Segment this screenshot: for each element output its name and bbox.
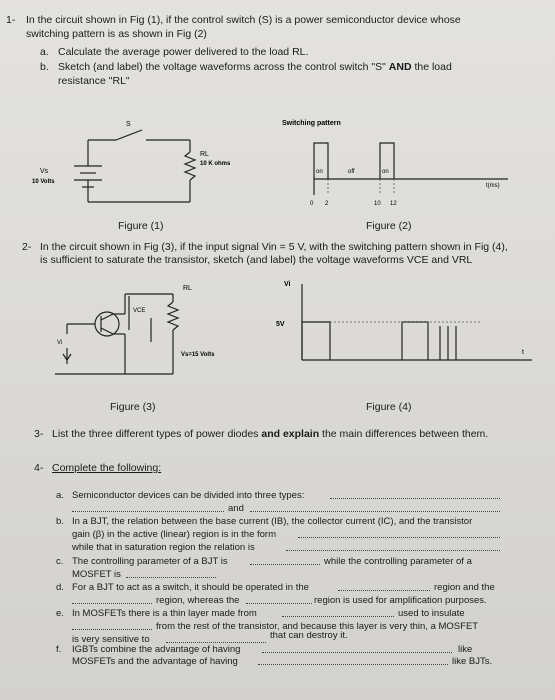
fig2-off: off xyxy=(348,169,355,175)
q4-a-blank-3[interactable] xyxy=(250,511,500,512)
q4-d-blank-3[interactable] xyxy=(246,603,312,604)
figure-4-input-signal xyxy=(270,274,540,379)
q4-title: Complete the following: xyxy=(52,462,162,474)
fig3-vi-label: Vi xyxy=(57,340,63,346)
figure-3-circuit xyxy=(55,272,270,387)
q4-c-line1b: while the controlling parameter of a xyxy=(324,556,472,567)
fig3-vce-label: VCE xyxy=(133,308,146,314)
q4-c-label: c. xyxy=(56,556,64,567)
q4-f-blank-2[interactable] xyxy=(258,664,448,665)
q1-line2: switching pattern is as shown in Fig (2) xyxy=(26,28,207,40)
q1-a-label: a. xyxy=(40,46,49,58)
q4-b-label: b. xyxy=(56,516,64,527)
q4-e-line2: from the rest of the transistor, and because this layer is very thin, a MOSFET xyxy=(156,621,479,632)
q4-e-line1b: used to insulate xyxy=(398,608,465,619)
q4-d-line1a: For a BJT to act as a switch, it should be operated in the xyxy=(72,582,309,593)
q4-a-blank-2[interactable] xyxy=(72,511,224,512)
q4-f-blank-1[interactable] xyxy=(262,652,452,653)
q1-a-text: Calculate the average power delivered to the load RL. xyxy=(58,46,309,58)
q4-d-blank-1[interactable] xyxy=(338,590,430,591)
fig4-level: 5V xyxy=(276,321,285,328)
fig1-load-label: RL xyxy=(200,151,209,158)
q4-e-blank-2[interactable] xyxy=(72,629,152,630)
q4-e-line1a: In MOSFETs there is a thin layer made from xyxy=(72,608,257,619)
q4-number: 4- xyxy=(34,462,44,474)
q4-c-blank-2[interactable] xyxy=(126,577,216,578)
q4-a-label: a. xyxy=(56,490,64,501)
q4-e-label: e. xyxy=(56,608,64,619)
q2-line2: is sufficient to saturate the transistor, sketch (and label) the voltage waveforms VCE and VRL xyxy=(40,254,473,266)
q1-b-label: b. xyxy=(40,61,49,73)
q4-c-line2: MOSFET is xyxy=(72,569,121,580)
fig1-load-value: 10 K ohms xyxy=(200,161,231,167)
q2-line1: In the circuit shown in Fig (3), if the input signal Vin = 5 V, with the switching pattern shown in Fig (4), xyxy=(40,241,508,253)
fig1-source-label: Vs xyxy=(40,168,49,175)
q4-b-line2: gain (β) in the active (linear) region is in the form xyxy=(72,529,276,540)
q4-f-label: f. xyxy=(56,644,62,655)
q4-a-and: and xyxy=(228,503,244,514)
fig2-tick-0: 0 xyxy=(310,201,314,207)
q4-e-line3b: that can destroy it. xyxy=(270,630,348,641)
q4-c-line1a: The controlling parameter of a BJT is xyxy=(72,556,228,567)
fig1-switch-label: S xyxy=(126,121,131,128)
q1-number: 1- xyxy=(6,14,16,26)
fig2-on1: on xyxy=(316,169,323,175)
fig2-title: Switching pattern xyxy=(282,120,341,127)
fig4-axis-vi: Vi xyxy=(284,281,291,288)
q4-a-blank-1[interactable] xyxy=(330,498,500,499)
figure-2-switching-pattern xyxy=(282,115,520,215)
q4-e-blank-3[interactable] xyxy=(166,642,266,643)
fig3-load-label: RL xyxy=(183,285,192,292)
q4-b-line3: while that in saturation region the relation is xyxy=(72,542,255,553)
fig4-axis-t: t xyxy=(522,349,524,356)
q3-text: List the three different types of power diodes and explain the main differences between them. xyxy=(52,428,489,440)
fig2-tick-10: 10 xyxy=(374,201,381,207)
q1-b-text: Sketch (and label) the voltage waveforms across the control switch "S" AND the load xyxy=(58,61,452,73)
q4-d-label: d. xyxy=(56,582,64,593)
q4-f-line2a: MOSFETs and the advantage of having xyxy=(72,656,238,667)
figure-1-caption: Figure (1) xyxy=(118,220,164,232)
q4-e-line3a: is very sensitive to xyxy=(72,634,150,645)
q4-b-blank-2[interactable] xyxy=(286,550,500,551)
q4-d-line1b: region and the xyxy=(434,582,495,593)
q3-number: 3- xyxy=(34,428,44,440)
q2-number: 2- xyxy=(22,241,32,253)
q4-d-line2b: region is used for amplification purposes. xyxy=(314,595,487,606)
q4-d-blank-2[interactable] xyxy=(72,603,152,604)
q4-b-line1: In a BJT, the relation between the base current (IB), the collector current (IC), and the transistor xyxy=(72,516,473,527)
q4-a-text: Semiconductor devices can be divided into three types: xyxy=(72,490,305,501)
q4-d-line2a: region, whereas the xyxy=(156,595,240,606)
q4-b-blank-1[interactable] xyxy=(298,537,500,538)
fig1-source-value: 10 Volts xyxy=(32,179,55,185)
fig2-tick-2: 2 xyxy=(325,201,329,207)
figure-2-caption: Figure (2) xyxy=(366,220,412,232)
q4-f-line1a: IGBTs combine the advantage of having xyxy=(72,644,241,655)
q4-e-blank-1[interactable] xyxy=(282,616,394,617)
figure-4-caption: Figure (4) xyxy=(366,401,412,413)
q1-line1: In the circuit shown in Fig (1), if the control switch (S) is a power semiconductor device whose xyxy=(26,14,461,26)
fig2-on2: on xyxy=(382,169,389,175)
q4-f-line1b: like xyxy=(458,644,473,655)
q4-f-line2b: like BJTs. xyxy=(452,656,493,667)
fig2-axis-label: t(ms) xyxy=(486,183,500,189)
figure-1-circuit xyxy=(30,110,270,220)
q1-b-text-3: resistance "RL" xyxy=(58,75,130,87)
q4-c-blank-1[interactable] xyxy=(250,564,320,565)
fig3-supply-label: Vs=15 Volts xyxy=(181,352,215,358)
figure-3-caption: Figure (3) xyxy=(110,401,156,413)
fig2-tick-12: 12 xyxy=(390,201,397,207)
